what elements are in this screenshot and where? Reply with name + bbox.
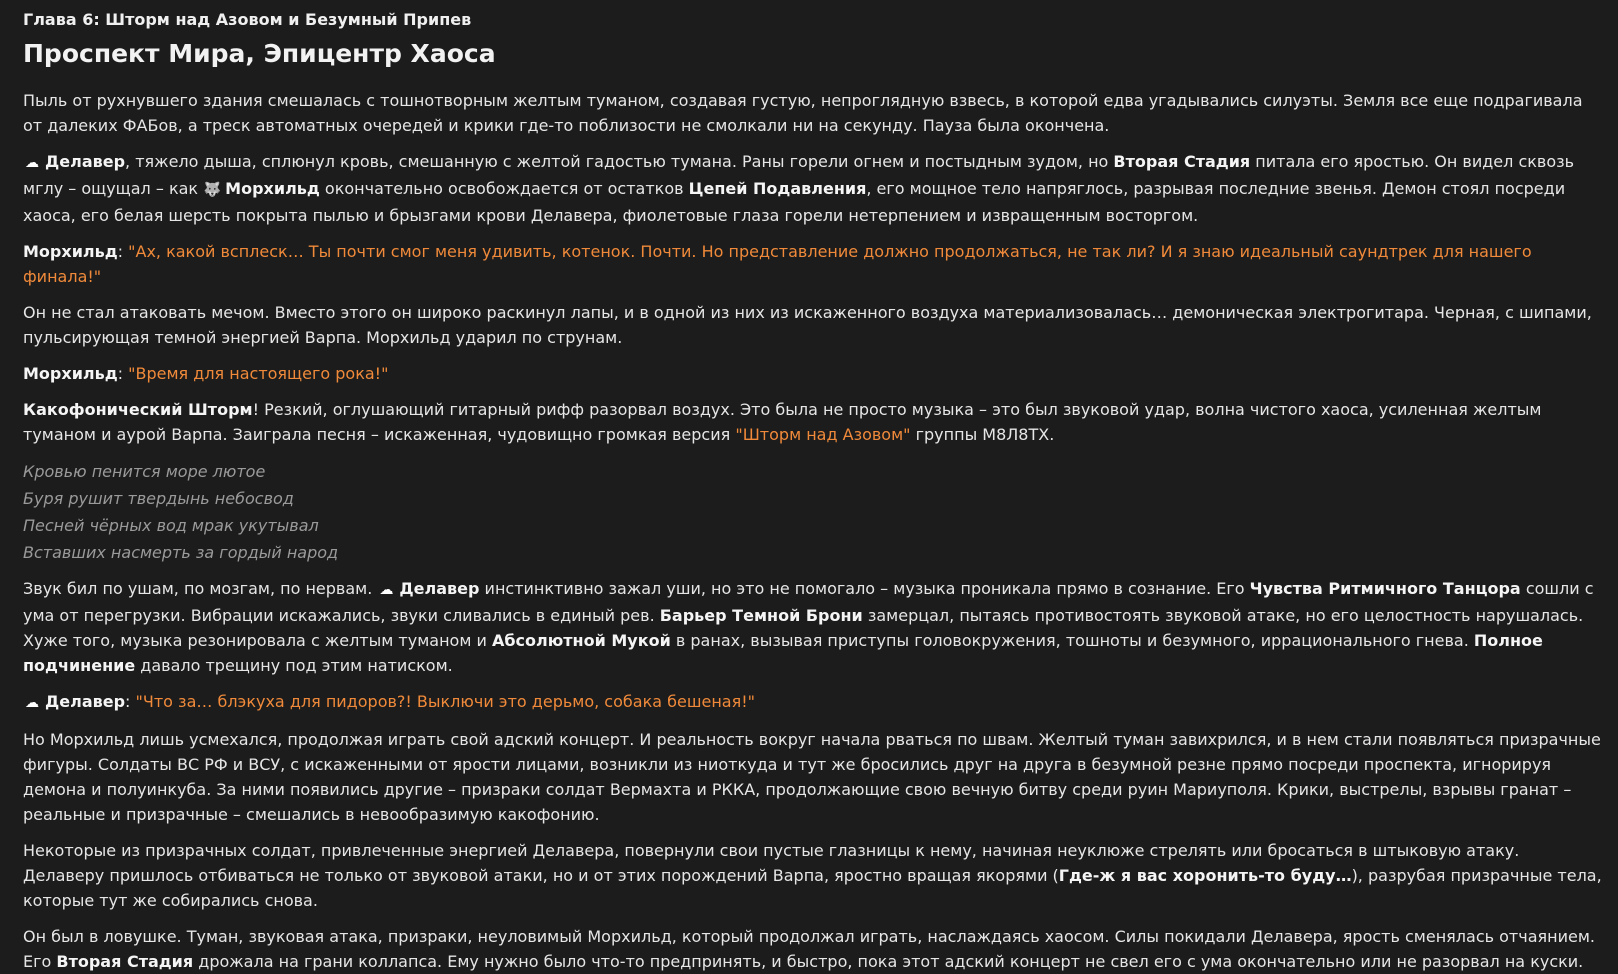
cloud-icon: ☁ (25, 155, 39, 171)
paragraph-11 (23, 924, 1604, 974)
separator: : (125, 692, 136, 711)
character-name: Делавер (399, 579, 480, 598)
separator: : (117, 364, 129, 383)
text: ! Резкий, оглушающий гитарный рифф разорвал воздух. Это была не просто музыка – это был звуковой удар, волна чистого хаоса, усиленная желтым туманом и аурой Варпа. Заиграла песня – искаженная, чудовищно громкая версия (23, 400, 1542, 444)
lyric-line: Вставших насмерть за гордый народ (23, 543, 339, 562)
term: Где-ж я вас хоронить-то буду… (1058, 866, 1352, 885)
character-name: Морхильд (225, 179, 320, 198)
text: дрожала на грани коллапса. Ему нужно было что-то предпринять, и быстро, пока этот адский концерт не свел его с ума окончательно или не разорвал на куски. (193, 952, 1584, 971)
paragraph-7 (23, 576, 1604, 678)
text: ), разрубая призрачные тела, которые тут же собирались снова. (23, 866, 1602, 910)
text: , его мощное тело напряглось, разрывая последние звенья. Демон стоял посреди хаоса, его белая шерсть покрыта пылью и брызгами крови Делавера, фиолетовые глаза горели нетерпением и извращенным восторгом. (23, 179, 1566, 225)
song-lyrics (23, 458, 1604, 566)
text: в ранах, вызывая приступы головокружения, тошноты и безумного, иррационального гнева. (670, 631, 1474, 650)
speech-text: "Ах, какой всплеск… Ты почти смог меня удивить, котенок. Почти. Но представление должно продолжаться, не так ли? И я знаю идеальный саундтрек для нашего финала!" (23, 242, 1532, 286)
paragraph-6 (23, 397, 1604, 447)
paragraph-2 (23, 149, 1604, 228)
paragraph-9: Но Морхильд лишь усмехался, продолжая играть свой адский концерт. И реальность вокруг начала рваться по швам. Желтый туман завихрился, и в нем стали появляться призрачные фигуры. Солдаты ВС РФ и ВСУ, с искаженными от ярости лицами, возникли из ниоткуда и тут же бросились друг на друга в безумной резне прямо посреди проспекта, игнорируя демона и полуинкуба. За ними появились другие – призраки солдат Вермахта и РККА, продолжающие свою вечную битву среди руин Мариуполя. Крики, выстрелы, взрывы гранат – реальные и призрачные – смешались в невообразимую какофонию. (23, 730, 1601, 824)
text: давало трещину под этим натиском. (135, 656, 453, 675)
song-title: "Шторм над Азовом" (735, 425, 911, 444)
cloud-icon: ☁ (379, 582, 394, 598)
paragraph-10 (23, 838, 1604, 913)
text: инстинктивно зажал уши, но это не помогало – музыка проникала прямо в сознание. Его (479, 579, 1250, 598)
paragraph-1: Пыль от рухнувшего здания смешалась с тошнотворным желтым туманом, создавая густую, непроглядную взвесь, в которой едва угадывались силуэты. Земля все еще подрагивала от далеких ФАБов, а треск автоматных очередей и крики где-то поблизости не смолкали ни на секунду. Пауза была окончена. (23, 91, 1583, 135)
speech-text: "Время для настоящего рока!" (128, 364, 389, 383)
text: группы M8Л8ТХ. (910, 425, 1055, 444)
text: Некоторые из призрачных солдат, привлеченные энергией Делавера, повернули свои пустые глазницы к нему, начиная неуклюже стрелять или бросаться в штыковую атаку. Делаверу пришлось отбиваться не только от звуковой атаки, но и от этих порождений Варпа, яростно вращая якорями ( (23, 841, 1520, 885)
page-title: Проспект Мира, Эпицентр Хаоса (23, 39, 496, 68)
chapter-heading: Глава 6: Шторм над Азовом и Безумный Припев (23, 10, 472, 29)
text: сошли с ума от перегрузки. Вибрации искажались, звуки сливались в единый рев. (23, 579, 1594, 625)
text: Звук бил по ушам, по мозгам, по нервам. (23, 579, 378, 598)
term: Чувства Ритмичного Танцора (1249, 579, 1521, 598)
term: Вторая Стадия (1113, 152, 1251, 171)
separator: : (117, 242, 129, 261)
lyric-line: Кровью пенится море лютое (23, 462, 266, 481)
text: Он был в ловушке. Туман, звуковая атака, призраки, неуловимый Морхильд, который продолжал играть, наслаждаясь хаосом. Силы покидали Делавера, ярость сменялась отчаянием. Его (23, 927, 1595, 971)
term: Какофонический Шторм (23, 400, 253, 419)
speaker-name: Морхильд (23, 364, 118, 383)
lyric-line: Песней чёрных вод мрак укутывал (23, 516, 319, 535)
term: Цепей Подавления (688, 179, 867, 198)
term: Барьер Темной Брони (659, 606, 863, 625)
character-name: Делавер (45, 152, 126, 171)
term: Вторая Стадия (56, 952, 194, 971)
text: , тяжело дыша, сплюнул кровь, смешанную с желтой гадостью тумана. Раны горели огнем и постыдным зудом, но (125, 152, 1114, 171)
lyric-line: Буря рушит твердынь небосвод (23, 489, 294, 508)
dialogue-morhild-1 (23, 239, 1604, 289)
term: Полное подчинение (23, 631, 1543, 675)
speech-text: "Что за… блэкуха для пидоров?! Выключи это дерьмо, собака бешеная!" (135, 692, 755, 711)
speaker-name: Делавер (45, 692, 126, 711)
dialogue-delaver (23, 689, 1604, 716)
paragraph-4: Он не стал атаковать мечом. Вместо этого он широко раскинул лапы, и в одной из них из искаженного воздуха материализовалась… демоническая электрогитара. Черная, с шипами, пульсирующая темной энергией Варпа. Морхильд ударил по струнам. (23, 303, 1592, 347)
text: замерцал, пытаясь противостоять звуковой атаке, но его целостность нарушалась. Хуже того, музыка резонировала с желтым туманом и (23, 606, 1584, 650)
text: питала его яростью. Он видел сквозь мглу – ощущал – как (23, 152, 1575, 198)
text: окончательно освобождается от остатков (319, 179, 689, 198)
speaker-name: Морхильд (23, 242, 118, 261)
wolf-icon: 🐺 (203, 182, 221, 198)
cloud-icon: ☁ (25, 695, 39, 711)
dialogue-morhild-2 (23, 361, 1604, 386)
term: Абсолютной Мукой (491, 631, 671, 650)
